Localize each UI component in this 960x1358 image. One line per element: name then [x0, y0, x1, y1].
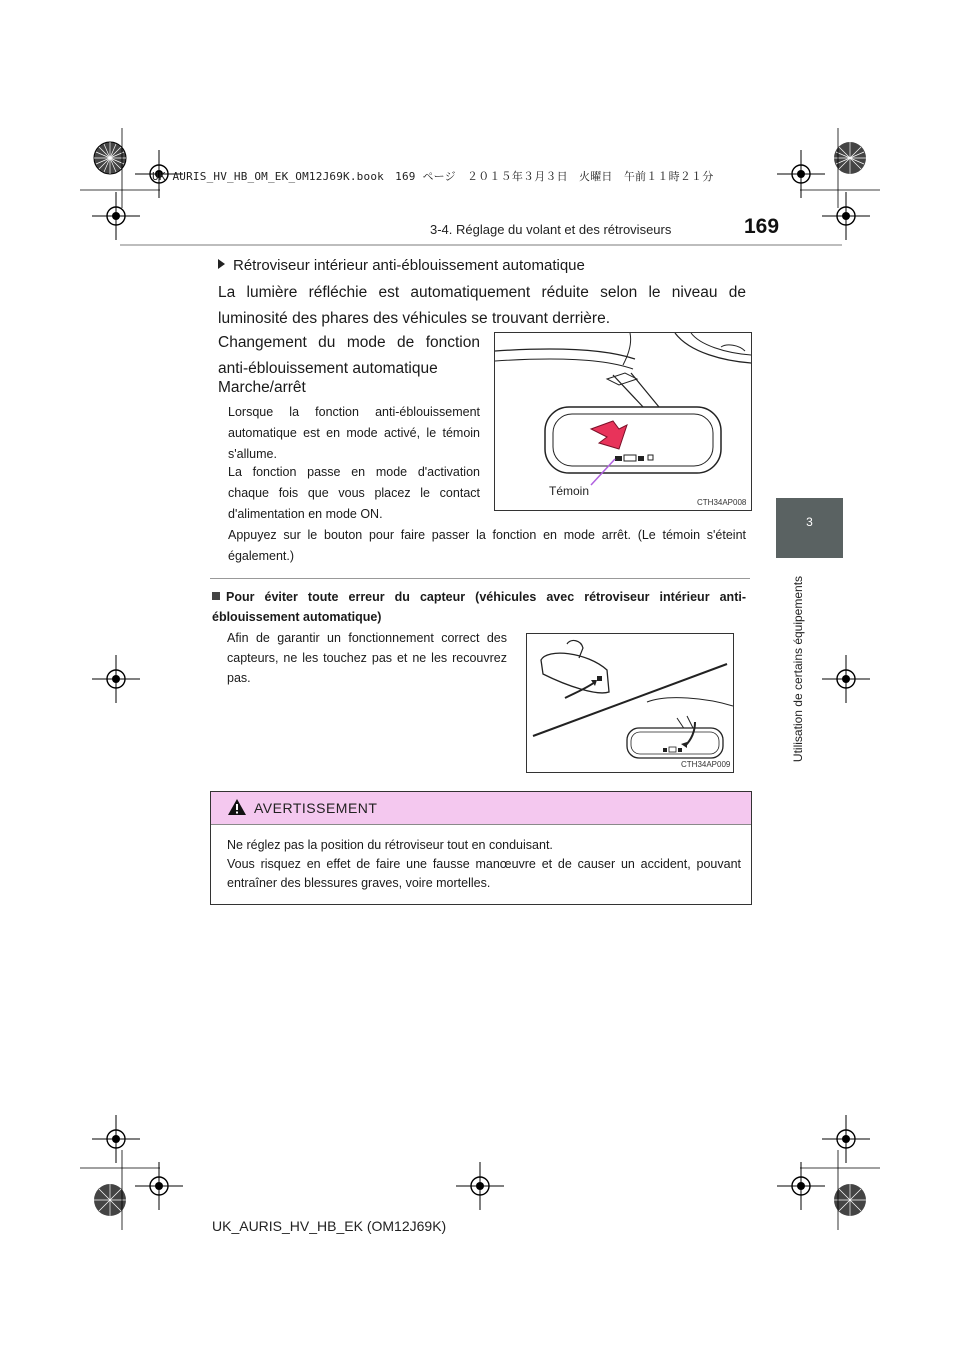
crosshair-mark-bottom-center — [456, 1162, 504, 1210]
warning-line-2: Vous risquez en effet de faire une fausse manœuvre et de causer un accident, pouvant entraîner des blessures graves, voire mortelles. — [227, 857, 741, 890]
crosshair-mark-top-right-1 — [777, 150, 825, 198]
sub-title: Changement du mode de fonction anti-éblouissement automatique — [218, 334, 480, 377]
crosshair-mark-top-left-2 — [92, 192, 140, 240]
on-off-label: Marche/arrêt — [218, 379, 306, 396]
warning-line-1: Ne réglez pas la position du rétroviseur tout en conduisant. — [227, 838, 553, 852]
section-title: 3-4. Réglage du volant et des rétroviseurs — [430, 222, 672, 237]
header-rule — [120, 244, 842, 246]
detail-paragraph-1: Lorsque la fonction anti-éblouissement automatique est en mode activé, le témoin s'allume. — [228, 405, 480, 461]
chapter-label: Utilisation de certains équipements — [791, 575, 805, 763]
warning-triangle-icon — [227, 798, 247, 816]
detail-paragraph-3: Appuyez sur le bouton pour faire passer la fonction en mode arrêt. (Le témoin s'éteint également.) — [228, 528, 746, 563]
warning-box — [210, 791, 752, 905]
sensor-illustration — [527, 634, 733, 772]
detail-paragraph-2: La fonction passe en mode d'activation chaque fois que vous placez le contact d'alimentation en mode ON. — [228, 465, 480, 521]
warning-title: AVERTISSEMENT — [254, 800, 378, 816]
crosshair-mark-mid-right — [822, 655, 870, 703]
warning-header — [211, 792, 751, 825]
indicator-label: Témoin — [549, 484, 590, 498]
square-bullet-icon — [212, 592, 220, 600]
note-heading — [212, 587, 746, 627]
section-separator — [210, 578, 750, 579]
book-stamp: UK AURIS_HV_HB_OM_EK_OM12J69K.book 169 ページ ２０１５年３月３日 火曜日 午前１１時２１分 — [152, 170, 714, 183]
crosshair-mark-top-right-2 — [822, 192, 870, 240]
page-number: 169 — [744, 215, 780, 238]
registration-mark-bottom-left — [80, 1150, 160, 1230]
bullet-heading-text: Rétroviseur intérieur anti-éblouissement automatique — [233, 257, 585, 274]
figure-mirror-indicator — [494, 332, 752, 511]
note-heading-text: Pour éviter toute erreur du capteur (véhicules avec rétroviseur intérieur anti-éblouissement automatique) — [212, 590, 746, 624]
figure-2-code: CTH34AP009 — [681, 760, 731, 769]
bullet-heading — [218, 254, 585, 277]
footer-code: UK_AURIS_HV_HB_EK (OM12J69K) — [212, 1218, 447, 1234]
registration-mark-bottom-right — [800, 1150, 880, 1230]
figure-1-code: CTH34AP008 — [697, 498, 747, 507]
note-body: Afin de garantir un fonctionnement correct des capteurs, ne les touchez pas et ne les recouvrez pas. — [227, 631, 507, 685]
chapter-label-wrap — [783, 565, 813, 773]
warning-text — [227, 836, 741, 893]
crosshair-mark-mid-left — [92, 655, 140, 703]
figure-mirror-sensors — [526, 633, 734, 773]
arrow-bullet-icon — [218, 259, 225, 269]
mirror-illustration — [495, 333, 751, 510]
intro-paragraph: La lumière réfléchie est automatiquement réduite selon le niveau de luminosité des phares des véhicules se trouvant derrière. — [218, 284, 746, 327]
chapter-number: 3 — [806, 515, 813, 529]
